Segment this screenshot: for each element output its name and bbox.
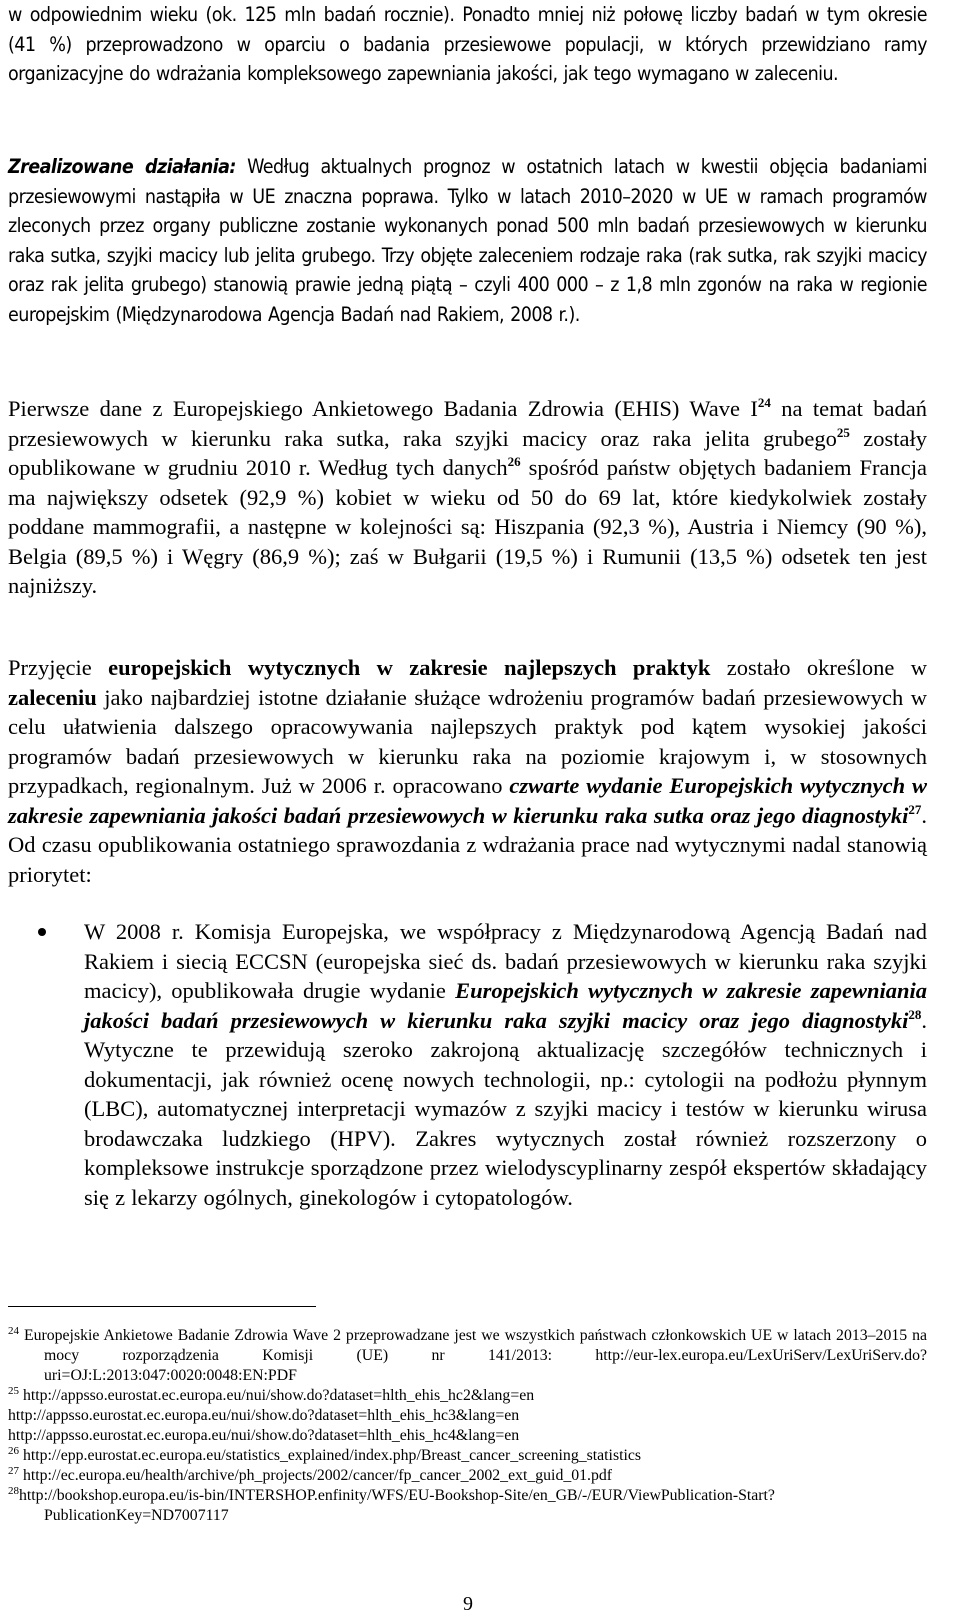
footnote-link[interactable]: http://appsso.eurostat.ec.europa.eu/nui/show.do?dataset=hlth_ehis_hc2&lang=en bbox=[19, 1387, 535, 1404]
paragraph-text: jako najbardziej istotne działanie służące wdrożeniu programów badań przesiewowych w celu ułatwienia dalszego opracowywania najlepszych praktyk pod kątem wysokiej jakości programów badań przesiewowych w kierunku raka na poziomie krajowym i, w stosownych przypadkach, regionalnym. Już w 2006 r. opracowano bbox=[8, 684, 927, 798]
footnote-number: 26 bbox=[8, 1445, 19, 1457]
footnote-24 bbox=[8, 1326, 927, 1386]
paragraph-text: . Od czasu opublikowania ostatniego sprawozdania z wdrażania prace nad wytycznymi nadal stanowią priorytet: bbox=[8, 802, 927, 887]
footnote-link[interactable]: http://appsso.eurostat.ec.europa.eu/nui/show.do?dataset=hlth_ehis_hc3&lang=en bbox=[8, 1407, 520, 1424]
footnote-link[interactable]: http://epp.eurostat.ec.europa.eu/statistics_explained/index.php/Breast_cancer_screening_statistics bbox=[19, 1447, 642, 1464]
paragraph-lead-italic: Zrealizowane działania: bbox=[8, 155, 236, 178]
bullet-list-item bbox=[8, 917, 927, 1212]
paragraph-text: zostały opublikowane w grudniu 2010 r. Według tych danych bbox=[8, 425, 927, 480]
footnote-25-line2 bbox=[8, 1406, 927, 1426]
bullet-text bbox=[84, 917, 927, 1212]
paragraph-actions-taken bbox=[8, 152, 927, 329]
paragraph-text: W 2008 r. Komisja Europejska, we współpracy z Międzynarodową Agencją Badań nad Rakiem i siecią ECCSN (europejska sieć ds. badań przesiewowych w kierunku raka szyjki macicy), opublikowała drugie wydanie bbox=[84, 919, 927, 1003]
footnote-text: Europejskie Ankietowe Badanie Zdrowia Wave 2 przeprowadzane jest we wszystkich państwach członkowskich UE w latach 2013–2015 na mocy rozporządzenia Komisji (UE) nr 141/2013: http://eur-lex.europa.eu/LexUriServ/LexUriServ.do?uri=OJ:L:2013:047:0020:0048:EN:PDF bbox=[19, 1327, 927, 1384]
footnote-number: 25 bbox=[8, 1385, 19, 1397]
page-number: 9 bbox=[463, 1593, 473, 1615]
footnote-separator bbox=[8, 1306, 316, 1307]
footnote-number: 24 bbox=[8, 1325, 19, 1337]
footnote-ref-26[interactable]: 26 bbox=[507, 454, 521, 469]
bullet-icon bbox=[38, 928, 46, 936]
bold-italic-title: czwarte wydanie Europejskich wytycznych w zakresie zapewniania jakości badań przesiewowych w kierunku raka sutka oraz jego diagnostyki bbox=[8, 773, 927, 828]
bold-phrase: europejskich wytycznych w zakresie najlepszych praktyk bbox=[108, 655, 711, 680]
footnote-27 bbox=[8, 1466, 927, 1486]
paragraph-text: spośród państw objętych badaniem Francja ma największy odsetek (92,9 %) kobiet w wieku od 50 do 69 lat, które kiedykolwiek zostały poddane mammografii, a następne w kolejności są: Hiszpania (92,3 %), Austria i Niemcy (90 %), Belgia (89,5 %) i Węgry (86,9 %); zaś w Bułgarii (19,5 %) i Rumunii (13,5 %) odsetek ten jest najniższy. bbox=[8, 455, 927, 598]
footnote-25-line3 bbox=[8, 1426, 927, 1446]
footnote-28 bbox=[8, 1486, 927, 1526]
footnote-ref-28[interactable]: 28 bbox=[908, 1006, 922, 1022]
paragraph-text: zostało określone w bbox=[710, 655, 927, 680]
footnote-link[interactable]: http://bookshop.europa.eu/is-bin/INTERSHOP.enfinity/WFS/EU-Bookshop-Site/en_GB/-/EUR/ViewPublication-Start?PublicationKey=ND7007117 bbox=[19, 1487, 775, 1524]
paragraph-ehis-data bbox=[8, 394, 927, 601]
bold-phrase: zaleceniu bbox=[8, 684, 97, 710]
footnote-ref-24[interactable]: 24 bbox=[757, 395, 771, 410]
footnote-25 bbox=[8, 1386, 927, 1406]
footnote-number: 28 bbox=[8, 1485, 19, 1497]
paragraph-text: Pierwsze dane z Europejskiego Ankietowego Badania Zdrowia (EHIS) Wave I bbox=[8, 396, 758, 421]
paragraph-european-guidelines bbox=[8, 653, 927, 889]
paragraph-text: w odpowiednim wieku (ok. 125 mln badań rocznie). Ponadto mniej niż połowę liczby badań w tym okresie (41 %) przeprowadzono w oparciu o badania przesiewowe populacji, w których przewidziano ramy organizacyjne do wdrażania kompleksowego zapewniania jakości, jak tego wymagano w zaleceniu. bbox=[8, 3, 927, 85]
footnote-26 bbox=[8, 1446, 927, 1466]
footnote-number: 27 bbox=[8, 1465, 19, 1477]
footnotes bbox=[8, 1326, 927, 1526]
footnote-ref-25[interactable]: 25 bbox=[836, 424, 850, 440]
footnote-link[interactable]: http://ec.europa.eu/health/archive/ph_projects/2002/cancer/fp_cancer_2002_ext_guid_01.pdf bbox=[19, 1467, 613, 1484]
paragraph-text: Przyjęcie bbox=[8, 655, 109, 680]
footnote-link[interactable]: http://appsso.eurostat.ec.europa.eu/nui/show.do?dataset=hlth_ehis_hc4&lang=en bbox=[8, 1427, 520, 1444]
paragraph-text: na temat badań przesiewowych w kierunku raka sutka, raka szyjki macicy oraz raka jelita grubego bbox=[8, 396, 927, 451]
paragraph-screening-coverage bbox=[8, 0, 927, 89]
paragraph-text: . Wytyczne te przewidują szeroko zakrojoną aktualizację szczegółów technicznych i dokumentacji, jak również ocenę nowych technologii, np.: cytologii na podłożu płynnym (LBC), automatycznej interpretacji wymazów z szyjki macicy i testów w kierunku wirusa brodawczaka ludzkiego (HPV). Zakres wytycznych został również rozszerzony o kompleksowe instrukcje sporządzone przez wielodyscyplinarny zespół ekspertów składający się z lekarzy ogólnych, ginekologów i cytopatologów. bbox=[84, 1007, 927, 1210]
paragraph-text: Według aktualnych prognoz w ostatnich latach w kwestii objęcia badaniami przesiewowymi nastąpiła w UE znaczna poprawa. Tylko w latach 2010–2020 w UE w ramach programów zleconych przez organy publiczne zostanie wykonanych ponad 500 mln badań przesiewowych w kierunku raka sutka, szyjki macicy lub jelita grubego. Trzy objęte zaleceniem rodzaje raka (rak sutka, rak szyjki macicy oraz rak jelita grubego) stanowią prawie jedną piątą – czyli 400 000 – z 1,8 mln zgonów na raka w regionie europejskim (Międzynarodowa Agencja Badań nad Rakiem, 2008 r.). bbox=[8, 155, 927, 326]
bold-italic-title: Europejskich wytycznych w zakresie zapewniania jakości badań przesiewowych w kierunku raka szyjki macicy oraz jego diagnostyki bbox=[84, 978, 928, 1033]
footnote-ref-27[interactable]: 27 bbox=[908, 801, 922, 817]
